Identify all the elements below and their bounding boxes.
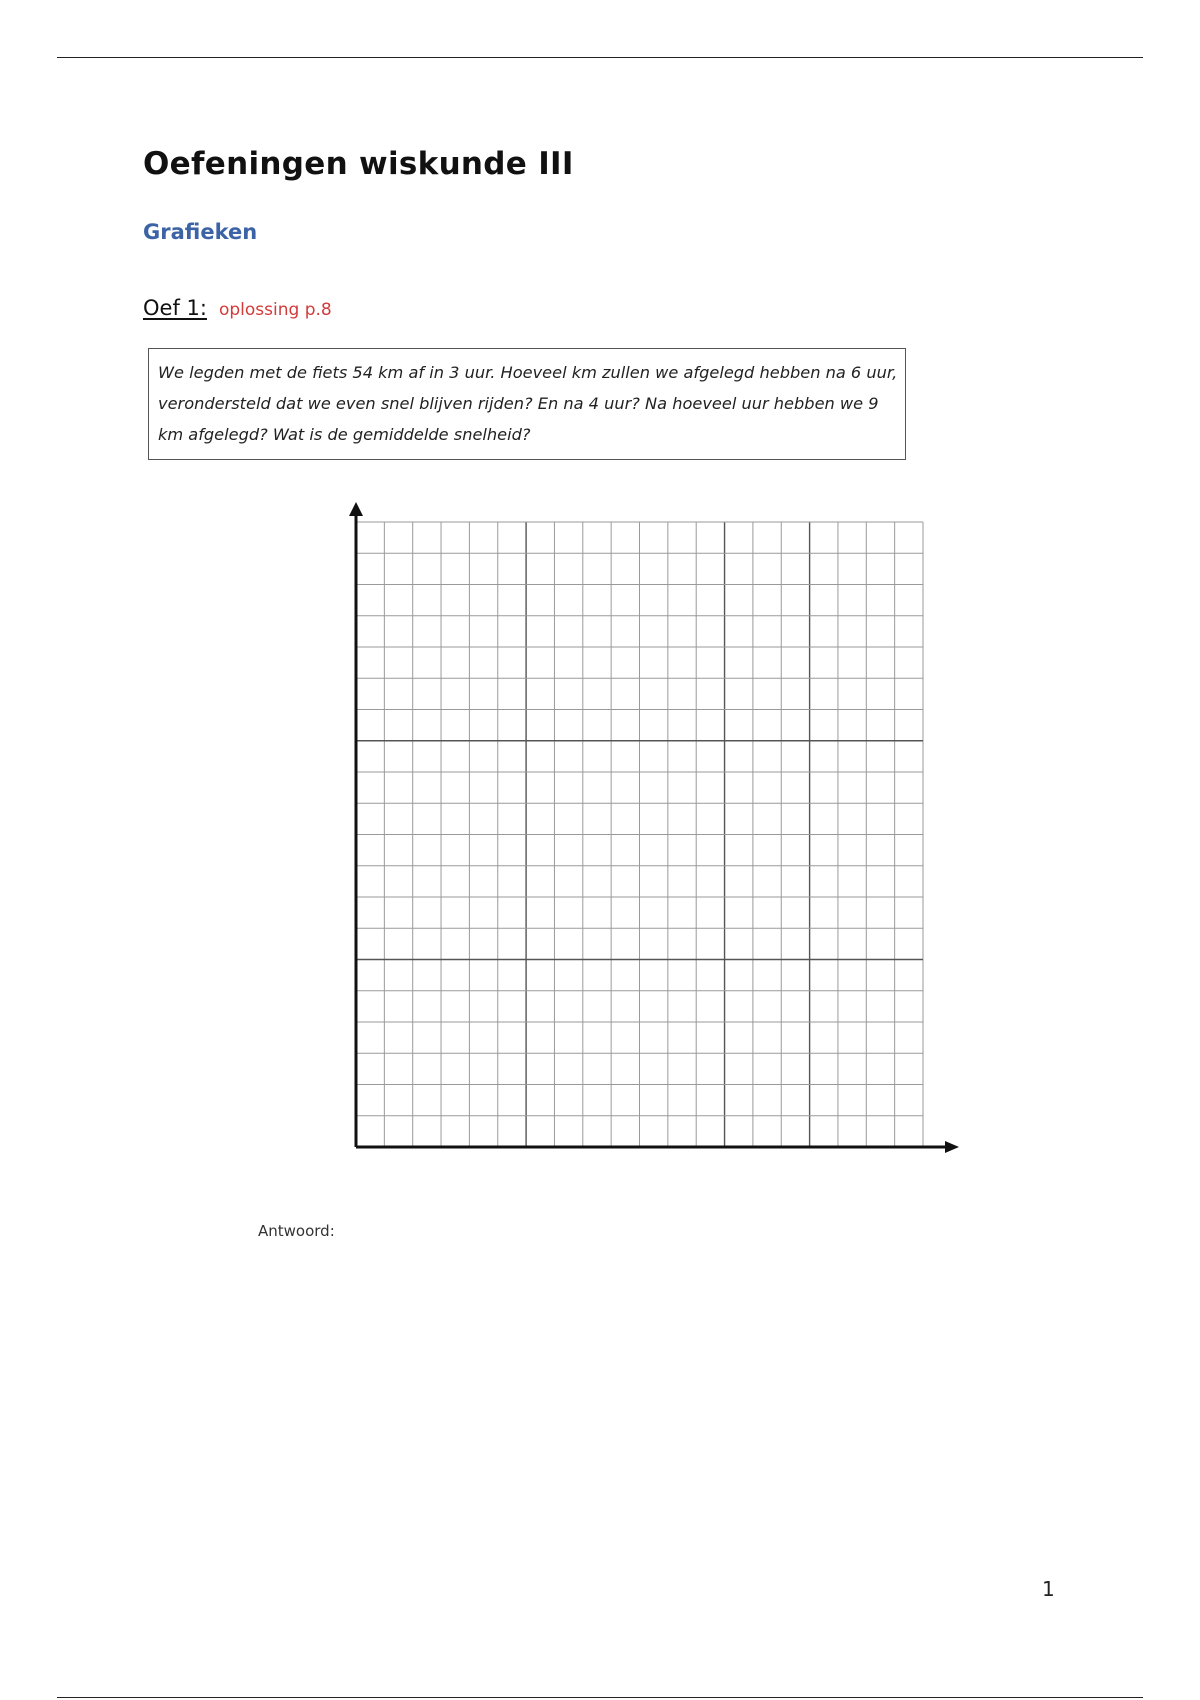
page-number: 1 — [1042, 1577, 1055, 1601]
footer-rule — [57, 1697, 1143, 1698]
solution-reference: oplossing p.8 — [218, 300, 332, 320]
y-axis-arrow — [349, 502, 363, 516]
answer-label: Antwoord: — [258, 1222, 335, 1240]
exercise-label: Oef 1: — [143, 296, 207, 320]
document-title: Oefeningen wiskunde III — [143, 146, 574, 182]
header-rule — [57, 57, 1143, 58]
x-axis-arrow — [945, 1141, 959, 1153]
exercise-question-box — [148, 348, 906, 460]
exercise-question-text: We legden met de fiets 54 km af in 3 uur. Hoeveel km zullen we afgelegd hebben na 6 uur, verondersteld dat we even snel blijven rijden? En na 4 uur? Na hoeveel uur hebben we 9 km afgelegd? Wat is de gemiddelde snelheid? — [158, 363, 898, 444]
section-title: Grafieken — [143, 220, 258, 244]
exercise-header — [143, 296, 332, 320]
graph-paper — [340, 500, 960, 1160]
